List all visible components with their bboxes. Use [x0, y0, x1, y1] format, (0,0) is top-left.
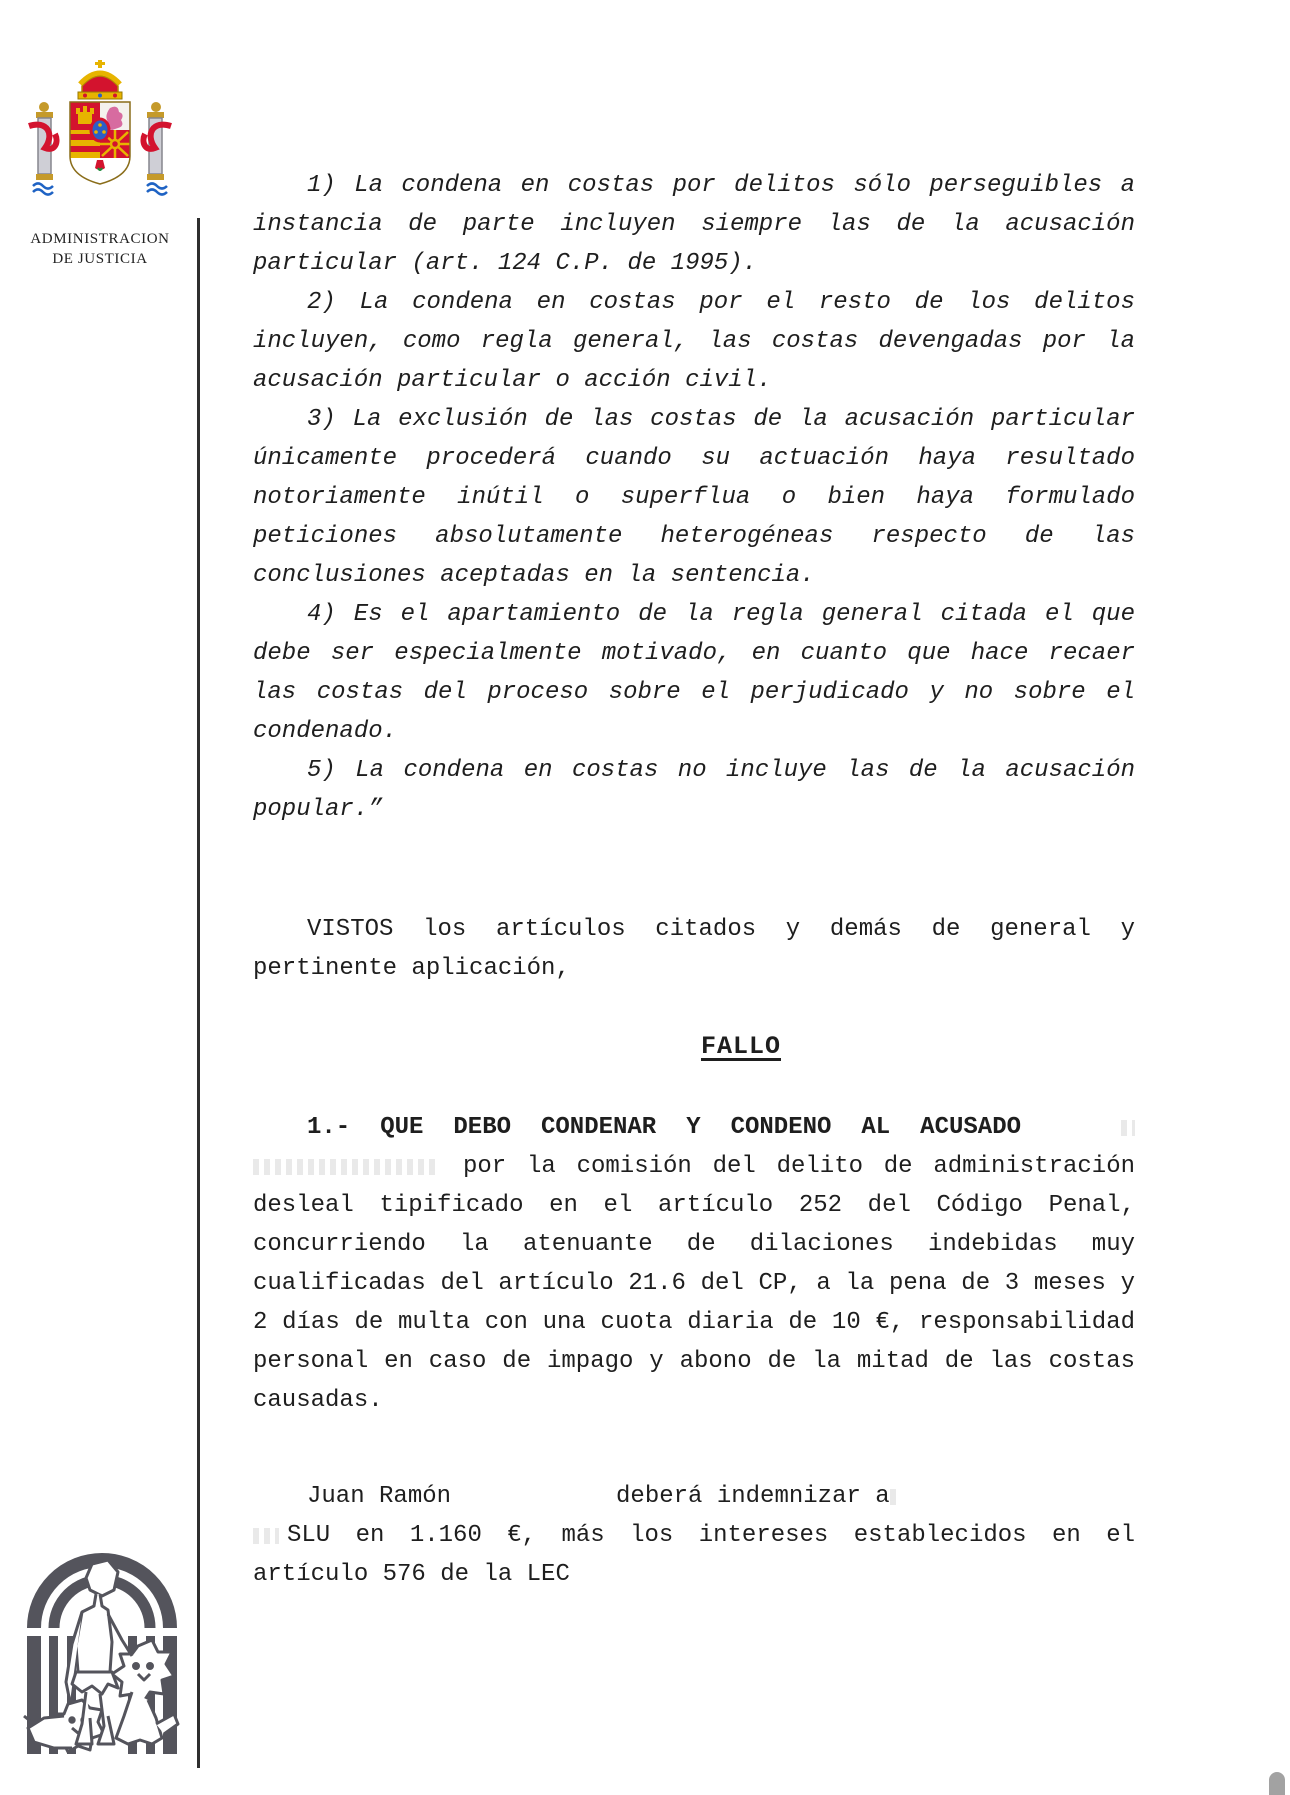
text-segment: deberá indemnizar a [616, 1483, 890, 1510]
quote-point-3 [253, 400, 1135, 595]
text-line: condenado. [253, 718, 398, 745]
text-line: 3) La exclusión de las costas de la acusación particular [307, 406, 1135, 433]
administracion-de-justicia-logo [10, 60, 190, 269]
text-line: 2 días de multa con una cuota diaria de 10 €, responsabilidad [253, 1309, 1135, 1336]
text-line: 1) La condena en costas por delitos sólo perseguibles a [307, 172, 1135, 199]
text-line: las costas del proceso sobre el perjudicado y no sobre el [253, 679, 1135, 706]
text-line: cualificadas del artículo 21.6 del CP, a la pena de 3 meses y [253, 1270, 1135, 1297]
fallo-point-1 [253, 1108, 1135, 1420]
redaction-ghost [1121, 1120, 1135, 1136]
text-line: instancia de parte incluyen siempre las de la acusación [253, 211, 1135, 238]
text-segment: Juan Ramón [307, 1483, 452, 1510]
text-line: notoriamente inútil o superflua o bien haya formulado [253, 484, 1135, 511]
text-line [253, 1516, 1135, 1555]
document-body [253, 166, 1135, 1594]
text-line: artículo 576 de la LEC [253, 1561, 570, 1588]
text-line: debe ser especialmente motivado, en cuanto que hace recaer [253, 640, 1135, 667]
text-line: incluyen, como regla general, las costas devengadas por la [253, 328, 1135, 355]
org-name-line2: DE JUSTICIA [52, 251, 148, 267]
text-line: peticiones absolutamente heterogéneas respecto de las [253, 523, 1135, 550]
redaction-gap [438, 1158, 463, 1176]
footer-emblem [20, 1476, 184, 1767]
text-line: únicamente procederá cuando su actuación haya resultado [253, 445, 1135, 472]
text-segment: SLU en 1.160 €, más los intereses establecidos en el [287, 1522, 1135, 1549]
org-name-line1: ADMINISTRACION [30, 231, 170, 247]
scrollbar-thumb[interactable] [1269, 1772, 1285, 1795]
text-line [253, 1477, 1135, 1516]
fallo-heading [253, 1027, 1135, 1066]
text-line: personal en caso de impago y abono de la mitad de las costas [253, 1348, 1135, 1375]
margin-rule [197, 218, 200, 1768]
spain-coat-of-arms-icon [25, 60, 175, 222]
text-line [253, 1108, 1135, 1147]
left-pillar [29, 102, 57, 195]
quote-point-4 [253, 595, 1135, 751]
redaction-ghost [253, 1528, 279, 1544]
redaction-gap [451, 1488, 616, 1506]
text-line: 4) Es el apartamiento de la regla general citada el que [307, 601, 1135, 628]
text-line [253, 1147, 1135, 1186]
text-line: conclusiones aceptadas en la sentencia. [253, 562, 815, 589]
indemnizacion [253, 1477, 1135, 1594]
text-line: pertinente aplicación, [253, 955, 570, 982]
junta-de-andalucia-icon [20, 1476, 184, 1762]
text-segment: por la comisión del delito de administración [463, 1153, 1135, 1180]
redaction-gap [279, 1527, 287, 1545]
fallo-title: FALLO [700, 1032, 781, 1061]
shield [70, 102, 130, 184]
redaction-ghost [890, 1489, 900, 1505]
vistos [253, 910, 1135, 988]
text-line: 2) La condena en costas por el resto de los delitos [307, 289, 1135, 316]
text-segment: 1.- QUE DEBO CONDENAR Y CONDENO AL ACUSADO [307, 1114, 1021, 1141]
text-line: VISTOS los artículos citados y demás de general y [307, 916, 1135, 943]
text-line: causadas. [253, 1387, 383, 1414]
text-line: popular.” [253, 796, 383, 823]
right-pillar [143, 102, 171, 195]
text-line: 5) La condena en costas no incluye las de la acusación [307, 757, 1135, 784]
text-line: acusación particular o acción civil. [253, 367, 772, 394]
quote-point-2 [253, 283, 1135, 400]
text-line: particular (art. 124 C.P. de 1995). [253, 250, 758, 277]
redaction-gap [1021, 1119, 1121, 1137]
quote-point-5 [253, 751, 1135, 829]
text-line: concurriendo la atenuante de dilaciones indebidas muy [253, 1231, 1135, 1258]
text-line: desleal tipificado en el artículo 252 del Código Penal, [253, 1192, 1135, 1219]
quote-point-1 [253, 166, 1135, 283]
redaction-ghost [253, 1159, 438, 1175]
